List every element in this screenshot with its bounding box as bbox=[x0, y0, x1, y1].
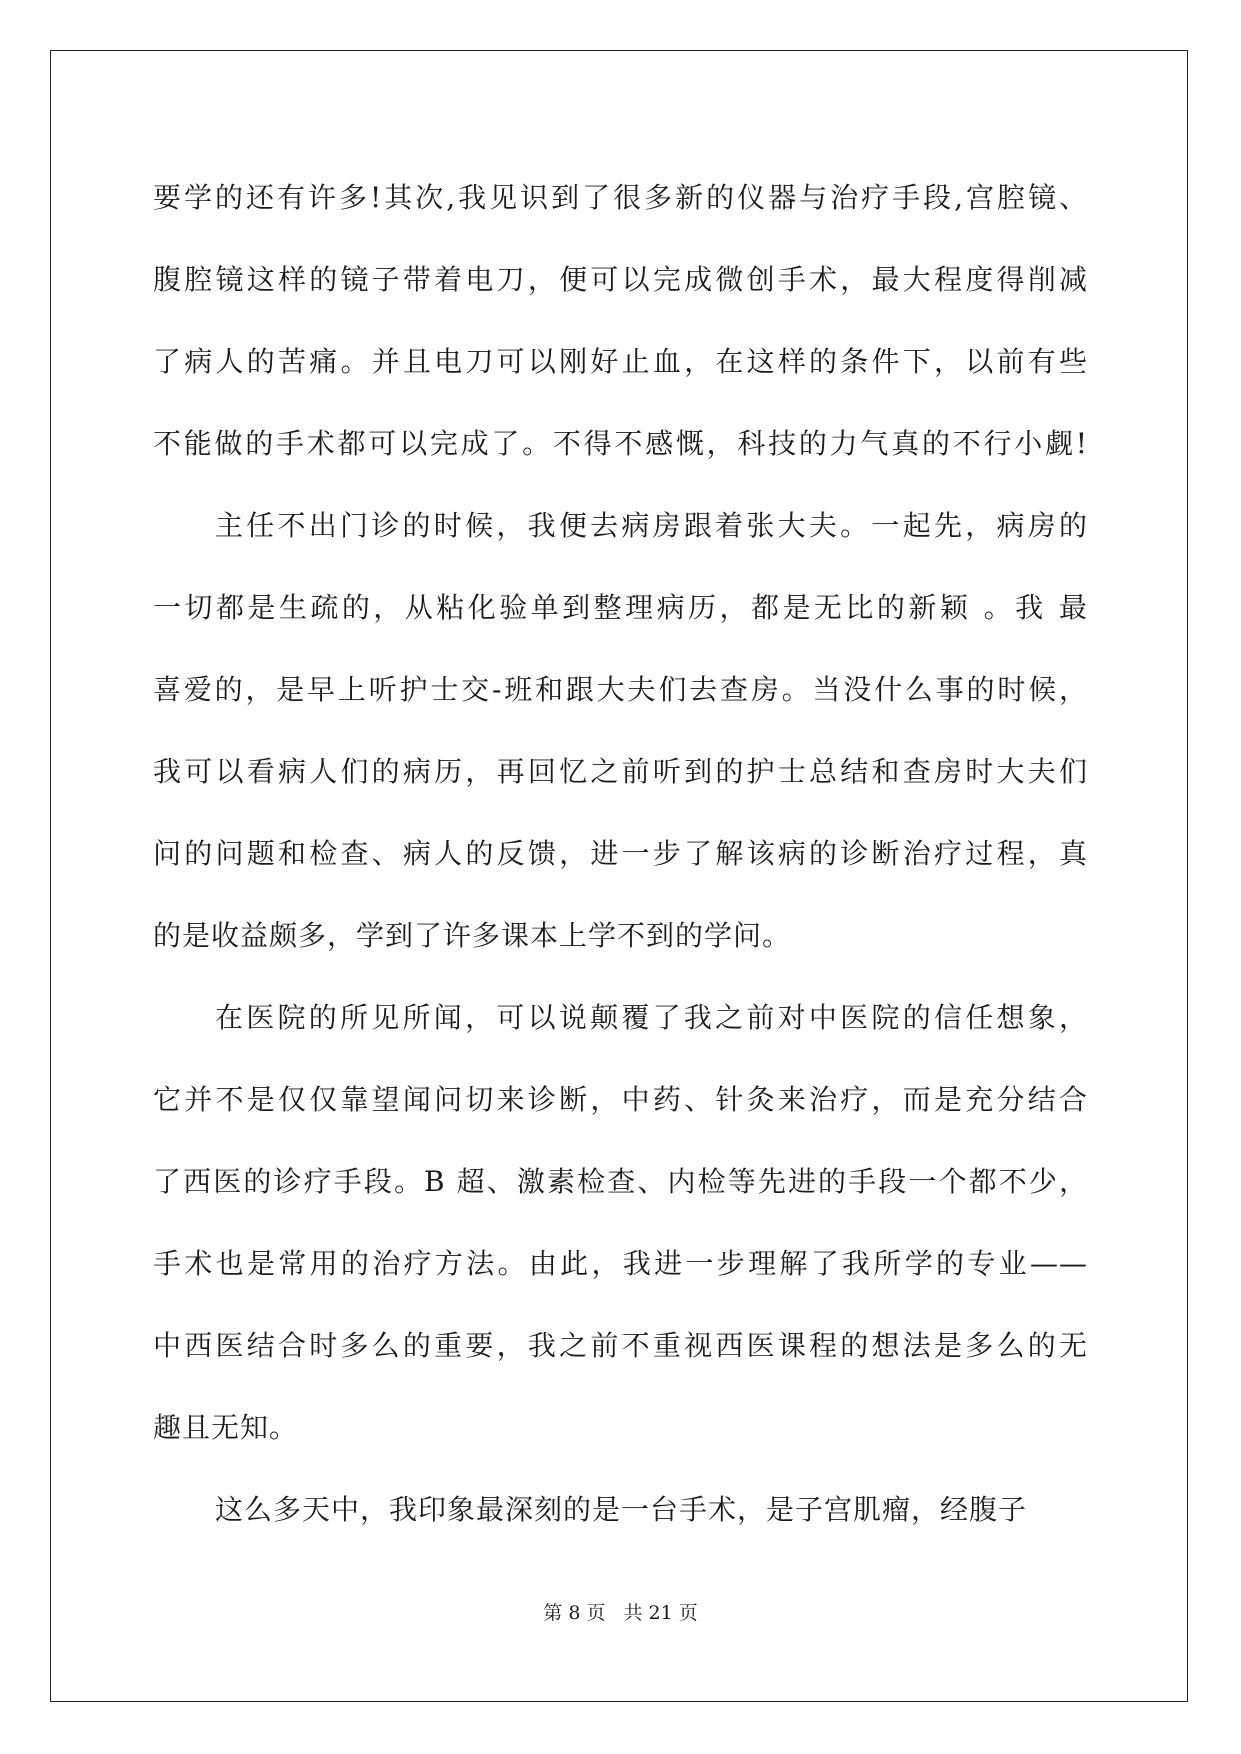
text-line: 要学的还有许多!其次,我见识到了很多新的仪器与治疗手段,宫腔镜、 bbox=[153, 181, 1088, 214]
text-line: 我可以看病人们的病历，再回忆之前听到的护士总结和查房时大夫们 bbox=[153, 755, 1088, 788]
text-line: 了病人的苦痛。并且电刀可以刚好止血，在这样的条件下，以前有些 bbox=[153, 345, 1088, 378]
paragraph-end-line: 的是收益颇多，学到了许多课本上学不到的学问。 bbox=[153, 919, 792, 952]
text-line: 一切都是生疏的，从粘化验单到整理病历，都是无比的新颖 。我 最 bbox=[153, 591, 1088, 624]
text-line: 手术也是常用的治疗方法。由此，我进一步理解了我所学的专业—— bbox=[153, 1247, 1088, 1280]
paragraph-start-line: 主任不出门诊的时候，我便去病房跟着张大夫。一起先，病房的 bbox=[215, 509, 1088, 542]
text-line: 喜爱的，是早上听护士交-班和跟大夫们去查房。当没什么事的时候， bbox=[153, 673, 1088, 706]
page-footer bbox=[0, 1598, 1241, 1625]
document-body bbox=[153, 157, 1088, 1551]
paragraph-end-line: 趣且无知。 bbox=[153, 1411, 299, 1444]
text-line: 中西医结合时多么的重要，我之前不重视西医课程的想法是多么的无 bbox=[153, 1329, 1088, 1362]
page-number: 第 8 页 bbox=[543, 1602, 606, 1624]
paragraph-start-line: 这么多天中，我印象最深刻的是一台手术，是子宫肌瘤，经腹子 bbox=[215, 1493, 1028, 1526]
text-line: 问的问题和检查、病人的反馈，进一步了解该病的诊断治疗过程，真 bbox=[153, 837, 1088, 870]
paragraph-start-line: 在医院的所见所闻，可以说颠覆了我之前对中医院的信任想象， bbox=[215, 1001, 1088, 1034]
text-line: 了西医的诊疗手段。B 超、激素检查、内检等先进的手段一个都不少， bbox=[153, 1165, 1088, 1198]
page-total: 共 21 页 bbox=[623, 1602, 698, 1624]
text-line: 它并不是仅仅靠望闻问切来诊断，中药、针灸来治疗，而是充分结合 bbox=[153, 1083, 1088, 1116]
text-line: 腹腔镜这样的镜子带着电刀，便可以完成微创手术，最大程度得削减 bbox=[153, 263, 1088, 296]
text-line: 不能做的手术都可以完成了。不得不感慨，科技的力气真的不行小觑! bbox=[153, 427, 1088, 460]
